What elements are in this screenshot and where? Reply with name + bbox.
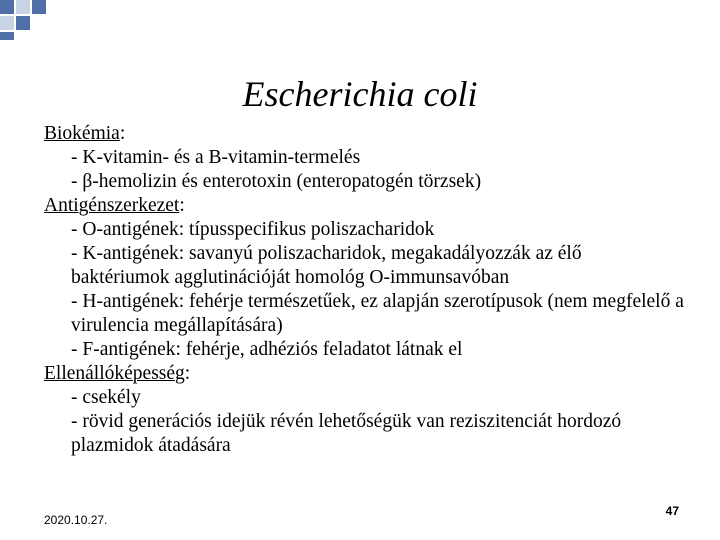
list-item [44,338,684,362]
list-item [44,290,684,338]
section-heading-colon: : [179,195,185,216]
section-heading-colon: : [184,363,191,384]
list-item-text: - F-antigének: fehérje, adhéziós feladatot látnak el [71,339,463,360]
list-item-text: - H-antigének: fehérje természetűek, ez alapján szerotípusok (nem megfelelő a virulencia megállapítására) [71,291,684,336]
list-item-text: - K-antigének: savanyú poliszacharidok, megakadályozzák az élő baktériumok agglutinációját homológ O-immunsavóban [71,243,582,288]
section-heading-antigenszerkezet [44,194,684,218]
list-item-text: - β-hemolizin és enterotoxin (enteropatogén törzsek) [71,171,482,192]
section-heading-biokemia [44,122,684,146]
section-heading-text: Ellenállóképesség [44,363,185,384]
page-number: 47 [665,504,679,518]
list-item-text: - csekély [71,387,141,408]
footer-date: 2020.10.27. [44,513,108,527]
section-heading-colon: : [119,123,126,144]
section-heading-ellenallokepesseg [44,362,684,386]
section-heading-text: Biokémia [44,123,120,144]
list-item [44,242,684,290]
slide-body [44,122,684,458]
decorative-squares [0,0,60,40]
section-heading-text: Antigénszerkezet [44,195,180,216]
list-item [44,410,684,458]
slide-title: Escherichia coli [242,74,478,114]
list-item [44,218,684,242]
list-item-text: - K-vitamin- és a B-vitamin-termelés [71,147,361,168]
list-item [44,386,684,410]
list-item [44,170,684,194]
list-item [44,146,684,170]
list-item-text: - O-antigének: típusspecifikus poliszacharidok [71,219,435,240]
list-item-text: - rövid generációs idejük révén lehetőségük van reziszitenciát hordozó plazmidok átadására [71,411,622,456]
